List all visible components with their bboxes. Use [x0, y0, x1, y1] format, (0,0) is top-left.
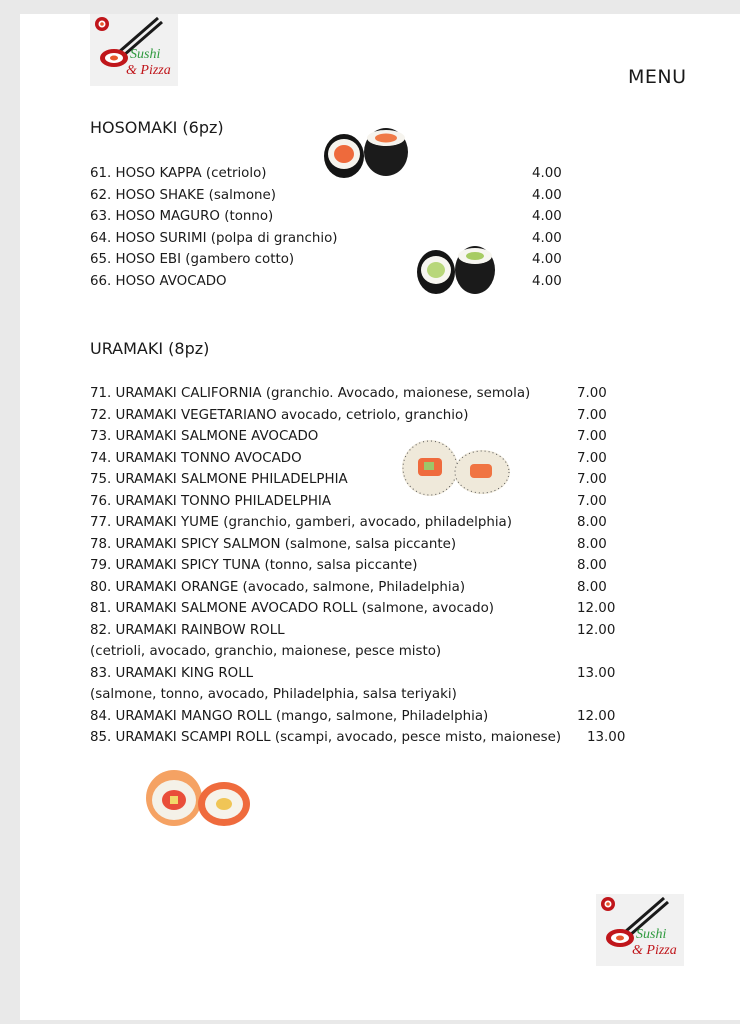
- uramaki-item-price: 12.00: [577, 622, 616, 638]
- hosomaki-item: [90, 252, 592, 267]
- sushi-pizza-logo-top: [90, 14, 178, 86]
- uramaki-item-name: 75. URAMAKI SALMONE PHILADELPHIA: [90, 472, 348, 487]
- uramaki-item-price: 13.00: [587, 730, 626, 745]
- uramaki-item-name: 81. URAMAKI SALMONE AVOCADO ROLL (salmone, avocado): [90, 601, 494, 616]
- uramaki-item-name: 76. URAMAKI TONNO PHILADELPHIA: [90, 493, 332, 509]
- uramaki-item-price: 7.00: [577, 429, 607, 444]
- uramaki-item: [90, 580, 637, 595]
- hosomaki-item-name: 66. HOSO AVOCADO: [90, 273, 227, 289]
- uramaki-item-name: 78. URAMAKI SPICY SALMON (salmone, salsa piccante): [90, 536, 457, 552]
- uramaki-title: URAMAKI (8pz): [90, 339, 210, 358]
- uramaki-rainbow-image: [144, 766, 254, 828]
- uramaki-item-price: 8.00: [577, 515, 607, 530]
- uramaki-item: [90, 730, 637, 745]
- hosomaki-item: [90, 188, 592, 203]
- uramaki-item: [90, 386, 637, 401]
- uramaki-item: [90, 601, 637, 616]
- hosomaki-item: [90, 231, 592, 246]
- uramaki-item-price: 8.00: [577, 536, 607, 552]
- hosomaki-item-name: 61. HOSO KAPPA (cetriolo): [90, 166, 267, 181]
- logo-top-line1: Sushi: [130, 47, 161, 62]
- hosomaki-title: HOSOMAKI (6pz): [90, 118, 224, 137]
- uramaki-item-description: (salmone, tonno, avocado, Philadelphia, salsa teriyaki): [90, 687, 457, 702]
- uramaki-item: [90, 451, 637, 466]
- hosomaki-item: [90, 274, 592, 289]
- logo-bottom-line1: Sushi: [636, 927, 667, 942]
- uramaki-item-price: 12.00: [577, 601, 616, 616]
- uramaki-item-price: 12.00: [577, 708, 616, 724]
- uramaki-item: [90, 709, 637, 724]
- hosomaki-item-name: 62. HOSO SHAKE (salmone): [90, 187, 276, 203]
- uramaki-item-name: 74. URAMAKI TONNO AVOCADO: [90, 450, 302, 466]
- hosomaki-item-price: 4.00: [532, 209, 562, 224]
- uramaki-item-price: 7.00: [577, 450, 607, 466]
- uramaki-item: [90, 472, 637, 487]
- hosomaki-item-name: 63. HOSO MAGURO (tonno): [90, 209, 274, 224]
- uramaki-item-price: 8.00: [577, 558, 607, 573]
- menu-page: [20, 14, 740, 1020]
- uramaki-item-price: 7.00: [577, 472, 607, 487]
- uramaki-item: [90, 537, 637, 552]
- uramaki-item-price: 13.00: [577, 665, 616, 681]
- uramaki-item: [90, 408, 637, 423]
- menu-label: MENU: [628, 66, 687, 88]
- uramaki-item-name: 85. URAMAKI SCAMPI ROLL (scampi, avocado, pesce misto, maionese): [90, 730, 562, 745]
- hosomaki-item-price: 4.00: [532, 273, 562, 289]
- uramaki-item-description: (cetrioli, avocado, granchio, maionese, pesce misto): [90, 644, 442, 659]
- uramaki-item: [90, 558, 637, 573]
- uramaki-item-name: 83. URAMAKI KING ROLL: [90, 665, 254, 681]
- hosomaki-item-name: 64. HOSO SURIMI (polpa di granchio): [90, 230, 338, 246]
- sushi-pizza-logo-bottom: [596, 894, 684, 966]
- uramaki-salmon-image: [400, 436, 516, 498]
- uramaki-item-price: 7.00: [577, 407, 607, 423]
- salmon-hosomaki-image: [322, 124, 414, 182]
- hosomaki-item: [90, 209, 592, 224]
- uramaki-item-name: 77. URAMAKI YUME (granchio, gamberi, avocado, philadelphia): [90, 515, 512, 530]
- avocado-hosomaki-image: [416, 240, 498, 298]
- logo-bottom-line2: & Pizza: [632, 943, 677, 958]
- uramaki-item-price: 7.00: [577, 493, 607, 509]
- uramaki-item: [90, 494, 637, 509]
- uramaki-item: [90, 666, 637, 681]
- uramaki-item-name: 71. URAMAKI CALIFORNIA (granchio. Avocado, maionese, semola): [90, 386, 531, 401]
- uramaki-item-price: 7.00: [577, 386, 607, 401]
- uramaki-item-name: 80. URAMAKI ORANGE (avocado, salmone, Philadelphia): [90, 579, 466, 595]
- uramaki-item-name: 72. URAMAKI VEGETARIANO avocado, cetriolo, granchio): [90, 407, 469, 423]
- hosomaki-item-price: 4.00: [532, 230, 562, 246]
- hosomaki-item-price: 4.00: [532, 166, 562, 181]
- uramaki-item: [90, 623, 637, 638]
- uramaki-item-name: 84. URAMAKI MANGO ROLL (mango, salmone, Philadelphia): [90, 708, 489, 724]
- uramaki-item: [90, 429, 637, 444]
- logo-top-line2: & Pizza: [126, 63, 171, 78]
- hosomaki-item-price: 4.00: [532, 252, 562, 267]
- uramaki-item-name: 82. URAMAKI RAINBOW ROLL: [90, 622, 285, 638]
- uramaki-item: [90, 515, 637, 530]
- uramaki-item-price: 8.00: [577, 579, 607, 595]
- uramaki-item-name: 79. URAMAKI SPICY TUNA (tonno, salsa piccante): [90, 558, 418, 573]
- hosomaki-item-name: 65. HOSO EBI (gambero cotto): [90, 252, 295, 267]
- hosomaki-item-price: 4.00: [532, 187, 562, 203]
- uramaki-item-name: 73. URAMAKI SALMONE AVOCADO: [90, 429, 319, 444]
